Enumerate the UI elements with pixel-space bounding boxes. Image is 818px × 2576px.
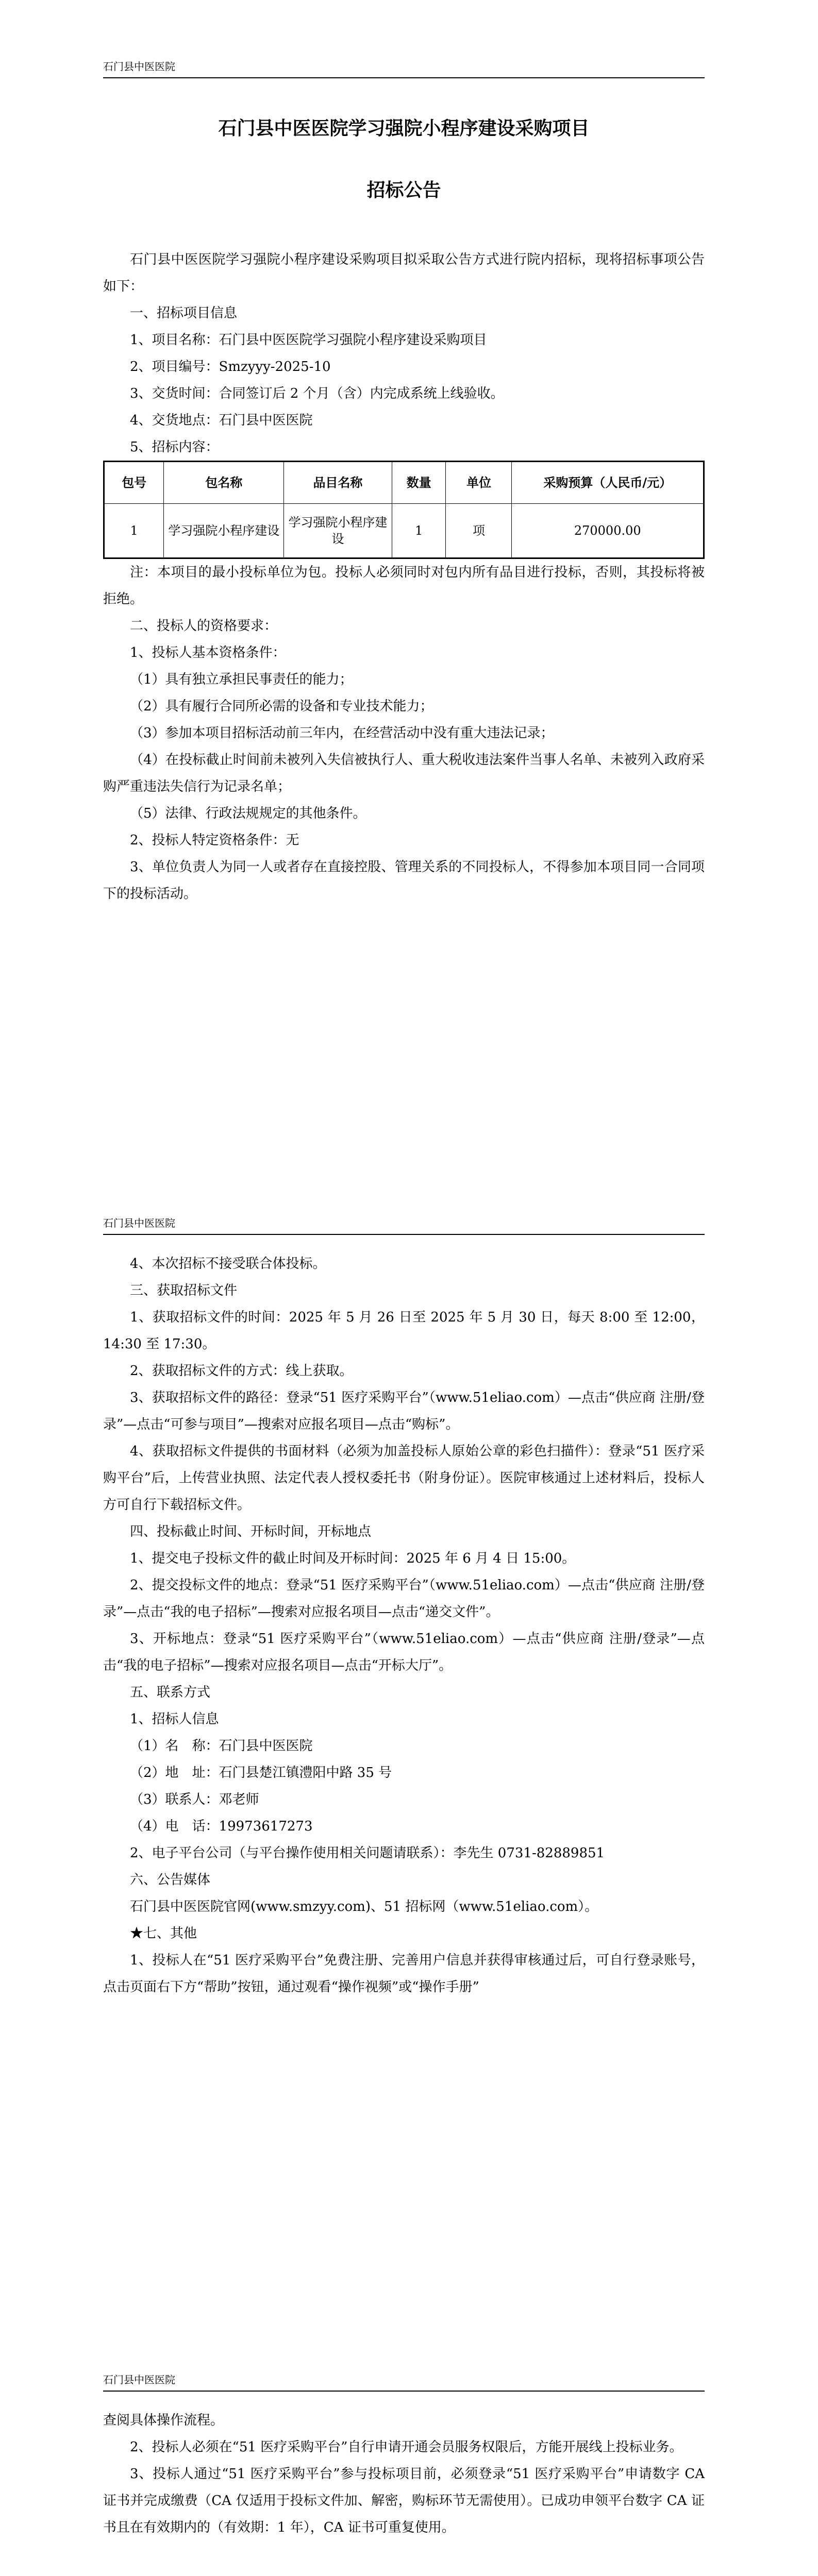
document-subtitle: 招标公告 [366, 180, 441, 201]
deadline-item: 1、提交电子投标文件的截止时间及开标时间：2025 年 6 月 4 日 15:00。 [130, 1551, 576, 1566]
section-heading: ★七、其他 [130, 1926, 197, 1941]
header-org: 石门县中医医院 [103, 2374, 175, 2386]
bid-content-label: 5、招标内容： [130, 439, 219, 455]
project-number: 2、项目编号：Smzyyy-2025-10 [130, 359, 331, 375]
deadline-item: 2、提交投标文件的地点：登录“51 医疗采购平台”（www.51eliao.com）—点击“供应商 注册/登录”—点击“我的电子招标”—搜索对应报名项目—点击“递交文件”。 [103, 1578, 705, 1620]
media-item: 石门县中医医院官网(www.smzyy.com)、51 招标网（www.51eliao.com）。 [130, 1899, 598, 1914]
other-item-continued: 查阅具体操作流程。 [103, 2413, 224, 2428]
table-header: 品目名称 [284, 462, 392, 504]
section-heading: 二、投标人的资格要求： [130, 618, 278, 634]
other-item: 1、投标人在“51 医疗采购平台”免费注册、完善用户信息并获得审核通过后，可自行登录账号，点击页面右下方“帮助”按钮，通过观看“操作视频”或“操作手册” [103, 1953, 705, 1995]
page-header [103, 2366, 705, 2392]
table-cell: 1 [104, 504, 164, 558]
contact-item: （4）电 话：19973617273 [130, 1819, 313, 1834]
table-cell: 项 [446, 504, 512, 558]
deadline-item: 3、开标地点：登录“51 医疗采购平台”（www.51eliao.com）—点击“供应商 注册/登录”—点击“我的电子招标”—搜索对应报名项目—点击“开标大厅”。 [103, 1631, 705, 1673]
table-header: 包号 [104, 462, 164, 504]
obtain-item: 1、获取招标文件的时间：2025 年 5 月 26 日至 2025 年 5 月 30 日，每天 8:00 至 12:00，14:30 至 17:30。 [103, 1310, 705, 1352]
qualification-item: 3、单位负责人为同一人或者存在直接控股、管理关系的不同投标人，不得参加本项目同一合同项下的投标活动。 [103, 859, 705, 902]
intro-paragraph: 石门县中医医院学习强院小程序建设采购项目拟采取公告方式进行院内招标，现将招标事项公告如下： [103, 252, 705, 294]
section-heading: 六、公告媒体 [130, 1872, 211, 1888]
contact-item: （2）地 址：石门县楚江镇澧阳中路 35 号 [130, 1765, 392, 1781]
other-item: 2、投标人必须在“51 医疗采购平台”自行申请开通会员服务权限后，方能开展线上投标业务。 [130, 2439, 683, 2455]
table-cell: 学习强院小程序建设 [164, 504, 284, 558]
section-heading: 四、投标截止时间、开标时间，开标地点 [130, 1524, 372, 1539]
qualification-item: （3）参加本项目招标活动前三年内，在经营活动中没有重大违法记录； [130, 725, 554, 741]
qualification-item: 4、本次招标不接受联合体投标。 [130, 1256, 326, 1272]
contact-item: 1、招标人信息 [130, 1711, 219, 1727]
document-title: 石门县中医医院学习强院小程序建设采购项目 [218, 118, 590, 139]
table-note: 注：本项目的最小投标单位为包。投标人必须同时对包内所有品目进行投标，否则，其投标将被拒绝。 [103, 565, 705, 607]
page-header [103, 53, 705, 78]
table-header: 包名称 [164, 462, 284, 504]
contact-item: 2、电子平台公司（与平台操作使用相关问题请联系）：李先生 0731-82889851 [130, 1845, 605, 1861]
page-3-content [103, 2407, 705, 2541]
bid-table [103, 461, 705, 559]
table-cell: 学习强院小程序建设 [284, 504, 392, 558]
delivery-location: 4、交货地点：石门县中医医院 [130, 413, 313, 428]
section-heading: 五、联系方式 [130, 1685, 211, 1700]
page-1-content [103, 114, 705, 907]
qualification-item: （5）法律、行政法规规定的其他条件。 [130, 806, 366, 821]
table-cell: 1 [392, 504, 446, 558]
contact-item: （3）联系人：邓老师 [130, 1792, 259, 1807]
section-heading: 三、获取招标文件 [130, 1283, 238, 1298]
qualification-item: 1、投标人基本资格条件： [130, 645, 286, 660]
page-2-content [103, 1250, 705, 2001]
qualification-item: （4）在投标截止时间前未被列入失信被执行人、重大税收违法案件当事人名单、未被列入政府采购严重违法失信行为记录名单； [103, 752, 705, 794]
table-header: 数量 [392, 462, 446, 504]
header-org: 石门县中医医院 [103, 60, 175, 73]
qualification-item: 2、投标人特定资格条件：无 [130, 833, 299, 848]
qualification-item: （1）具有独立承担民事责任的能力； [130, 672, 353, 687]
page-2 [0, 1157, 818, 2313]
section-heading: 一、招标项目信息 [130, 306, 238, 321]
contact-item: （1）名 称：石门县中医医院 [130, 1738, 313, 1754]
table-cell: 270000.00 [512, 504, 704, 558]
obtain-item: 2、获取招标文件的方式：线上获取。 [130, 1363, 353, 1379]
delivery-time: 3、交货时间：合同签订后 2 个月（含）内完成系统上线验收。 [130, 386, 504, 401]
obtain-item: 3、获取招标文件的路径：登录“51 医疗采购平台”（www.51eliao.com）—点击“供应商 注册/登录”—点击“可参与项目”—搜索对应报名项目—点击“购标”。 [103, 1390, 705, 1432]
table-row [104, 504, 704, 558]
qualification-item: （2）具有履行合同所必需的设备和专业技术能力； [130, 699, 433, 714]
table-header: 采购预算（人民币/元） [512, 462, 704, 504]
obtain-item: 4、获取招标文件提供的书面材料（必须为加盖投标人原始公章的彩色扫描件）：登录“51 医疗采购平台”后，上传营业执照、法定代表人授权委托书（附身份证）。医院审核通过上述材料后，投标人方可自行下载招标文件。 [103, 1444, 705, 1513]
table-header-row [104, 462, 704, 504]
table-header: 单位 [446, 462, 512, 504]
page-1 [0, 0, 818, 1157]
project-name: 1、项目名称：石门县中医医院学习强院小程序建设采购项目 [130, 332, 487, 348]
header-org: 石门县中医医院 [103, 1217, 175, 1229]
page-header [103, 1209, 705, 1235]
other-item: 3、投标人通过“51 医疗采购平台”参与投标项目前，必须登录“51 医疗采购平台”申请数字 CA 证书并完成缴费（CA 仅适用于投标文件加、解密，购标环节无需使用）。已成功申领平台数字 CA 证书且在有效期内的（有效期：1 年），CA 证书可重复使用。 [103, 2466, 705, 2535]
page-3 [0, 2313, 818, 2576]
